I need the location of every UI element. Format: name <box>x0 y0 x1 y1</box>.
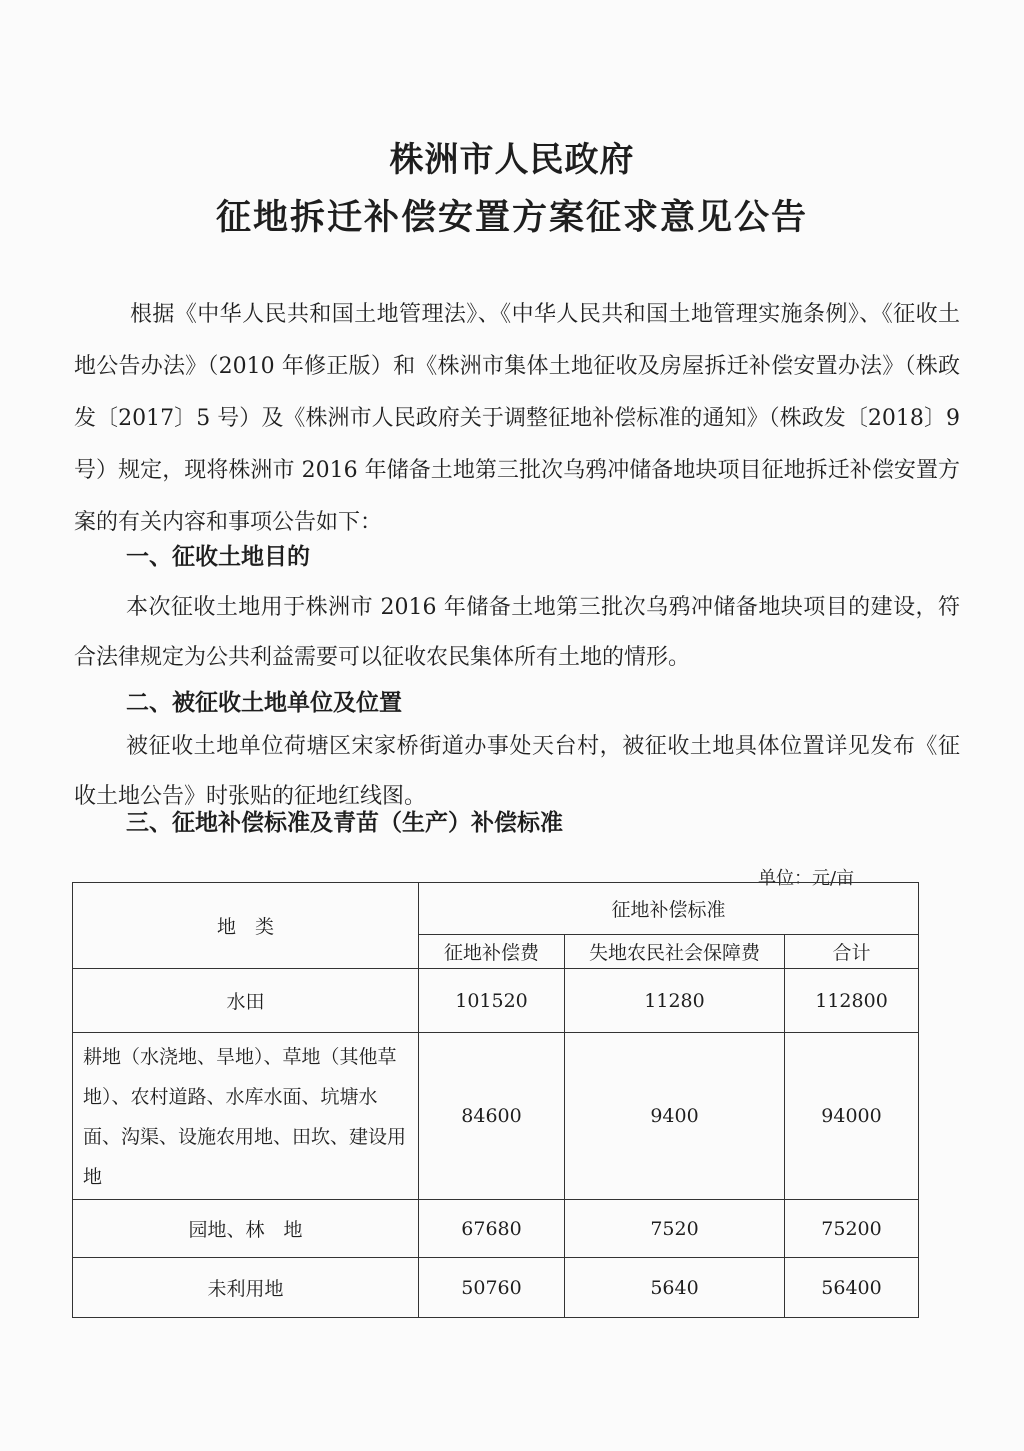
social-security-cell: 11280 <box>565 969 785 1033</box>
section-1-body: 本次征收土地用于株洲市 2016 年储备土地第三批次乌鸦冲储备地块项目的建设，符合法律规定为公共利益需要可以征收农民集体所有土地的情形。 <box>74 595 960 670</box>
total-cell: 56400 <box>785 1258 919 1318</box>
section-1-heading: 一、征收土地目的 <box>126 543 310 570</box>
land-type-cell: 园地、林 地 <box>73 1200 419 1258</box>
compensation-table <box>72 882 919 1318</box>
col-header-total: 合计 <box>785 935 919 969</box>
intro-paragraph: 根据《中华人民共和国土地管理法》、《中华人民共和国土地管理实施条例》、《征收土地公告办法》（2010 年修正版）和《株洲市集体土地征收及房屋拆迁补偿安置办法》（株政发〔2017〕5 号）及《株洲市人民政府关于调整征地补偿标准的通知》（株政发〔2018〕9 号）规定，现将株洲市 2016 年储备土地第三批次乌鸦冲储备地块项目征地拆迁补偿安置方案的有关内容和事项公告如下： <box>74 302 960 535</box>
title-line-1: 株洲市人民政府 <box>389 140 635 180</box>
col-header-compensation-fee: 征地补偿费 <box>419 935 565 969</box>
social-security-cell: 9400 <box>565 1033 785 1200</box>
table-row <box>73 969 919 1033</box>
col-header-social-security: 失地农民社会保障费 <box>565 935 785 969</box>
compensation-standard-header: 征地补偿标准 <box>419 883 919 935</box>
total-cell: 112800 <box>785 969 919 1033</box>
title-line-2: 征地拆迁补偿安置方案征求意见公告 <box>215 197 808 238</box>
land-type-cell: 未利用地 <box>73 1258 419 1318</box>
table-header-row <box>73 883 919 935</box>
compensation-fee-cell: 67680 <box>419 1200 565 1258</box>
compensation-fee-cell: 101520 <box>419 969 565 1033</box>
total-cell: 94000 <box>785 1033 919 1200</box>
total-cell: 75200 <box>785 1200 919 1258</box>
table-row <box>73 1033 919 1200</box>
unit-label: 单位：元/亩 <box>758 868 855 889</box>
section-2-body: 被征收土地单位荷塘区宋家桥街道办事处天台村，被征收土地具体位置详见发布《征收土地公告》时张贴的征地红线图。 <box>74 734 960 809</box>
table-row <box>73 1200 919 1258</box>
table-row <box>73 1258 919 1318</box>
land-type-header: 地 类 <box>73 883 419 969</box>
section-2-heading: 二、被征收土地单位及位置 <box>126 689 402 716</box>
land-type-cell: 耕地（水浇地、旱地）、草地（其他草地）、农村道路、水库水面、坑塘水面、沟渠、设施农用地、田坎、建设用地 <box>73 1033 419 1200</box>
section-3-heading: 三、征地补偿标准及青苗（生产）补偿标准 <box>126 809 563 836</box>
land-type-cell: 水田 <box>73 969 419 1033</box>
social-security-cell: 5640 <box>565 1258 785 1318</box>
compensation-fee-cell: 50760 <box>419 1258 565 1318</box>
social-security-cell: 7520 <box>565 1200 785 1258</box>
compensation-fee-cell: 84600 <box>419 1033 565 1200</box>
